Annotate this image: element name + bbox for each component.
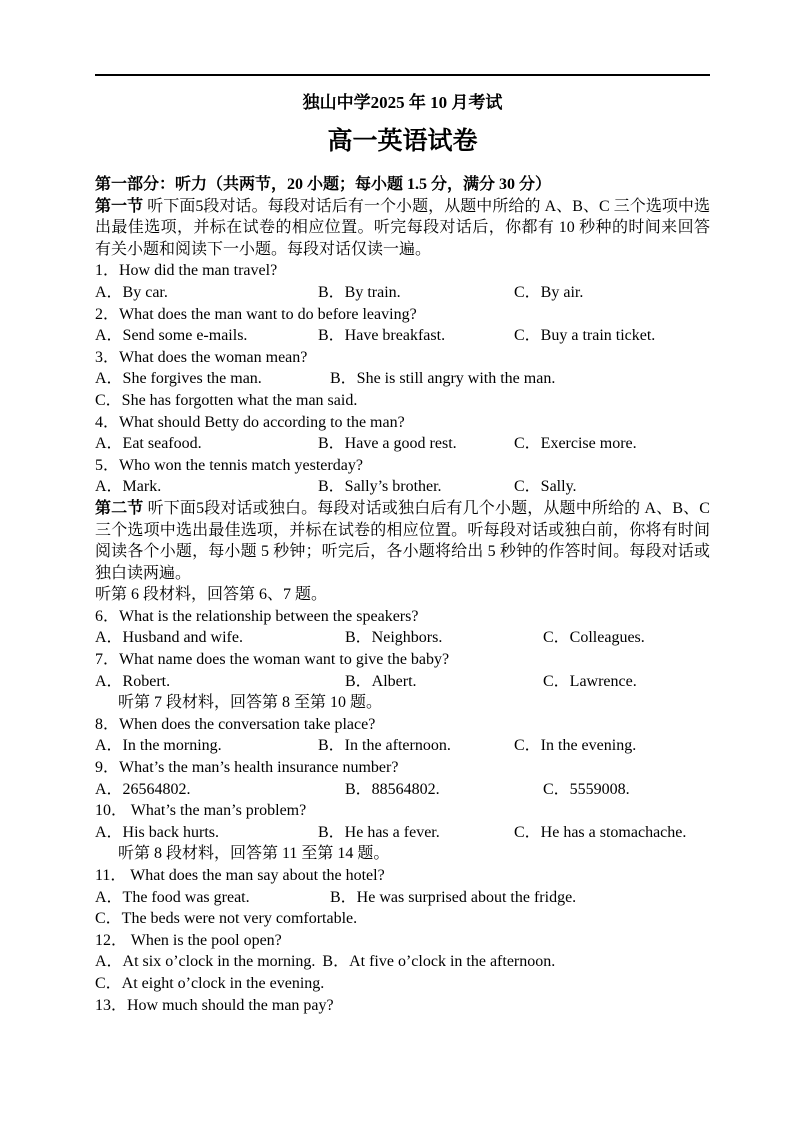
- question-text: 9．What’s the man’s health insurance number?: [95, 759, 399, 777]
- option: C．At eight o’clock in the evening.: [95, 974, 325, 992]
- question-text: 13．How much should the man pay?: [95, 996, 334, 1014]
- option: B．In the afternoon.: [318, 737, 451, 755]
- question-text: 10． What’s the man’s problem?: [95, 802, 307, 820]
- option: B．At five o’clock in the afternoon.: [322, 953, 556, 971]
- option: A．Husband and wife.: [95, 629, 243, 647]
- options-row: [95, 627, 710, 649]
- option: A．She forgives the man.: [95, 370, 262, 388]
- material-cue: 听第 7 段材料，回答第 8 至第 10 题。: [118, 694, 383, 712]
- option: A．The food was great.: [95, 888, 250, 906]
- option: C．Sally.: [514, 478, 577, 496]
- option: A．Mark.: [95, 478, 162, 496]
- option: C．The beds were not very comfortable.: [95, 910, 358, 928]
- options-row: [95, 368, 710, 390]
- option: B．Albert.: [345, 672, 417, 690]
- section-label: 第二节: [95, 499, 148, 517]
- question-text: 1．How did the man travel?: [95, 262, 278, 280]
- section-instructions-text: 听下面5段对话或独白。每段对话或独白后有几个小题，从题中所给的 A、B、C 三个选项中选出最佳选项，并标在试卷的相应位置。听每段对话或独白前，你将有时间阅读各个小题，每小题 5 秒钟；听完后，各小题将给出 5 秒钟的作答时间。每段对话或独白读两遍。: [95, 499, 710, 582]
- question-text: 6．What is the relationship between the speakers?: [95, 607, 419, 625]
- options-row: [95, 822, 710, 844]
- option: B．He has a fever.: [318, 823, 440, 841]
- option: A．Send some e-mails.: [95, 327, 248, 345]
- header-rule: [95, 74, 710, 76]
- options-row: [95, 671, 710, 693]
- option: C．5559008.: [543, 780, 630, 798]
- options-row: [95, 779, 710, 801]
- section-label: 第一节: [95, 197, 148, 215]
- question-text: 2．What does the man want to do before leaving?: [95, 305, 417, 323]
- option: A．Eat seafood.: [95, 435, 202, 453]
- options-row: [95, 908, 710, 930]
- option: A．In the morning.: [95, 737, 222, 755]
- section-instructions: [95, 196, 710, 261]
- options-row: [95, 476, 710, 498]
- option: C．In the evening.: [514, 737, 637, 755]
- option: B．Have a good rest.: [318, 435, 457, 453]
- question-text: 7．What name does the woman want to give the baby?: [95, 651, 450, 669]
- option: A．Robert.: [95, 672, 171, 690]
- option: B．Have breakfast.: [318, 327, 446, 345]
- option: C．She has forgotten what the man said.: [95, 391, 358, 409]
- option: B．Sally’s brother.: [318, 478, 442, 496]
- option: C．Lawrence.: [543, 672, 637, 690]
- question-text: 5．Who won the tennis match yesterday?: [95, 456, 363, 474]
- material-cue: 听第 6 段材料，回答第 6、7 题。: [95, 586, 328, 604]
- options-row: [95, 973, 710, 995]
- option: C．By air.: [514, 283, 584, 301]
- document-body: [95, 196, 710, 1017]
- options-row: [95, 951, 710, 973]
- option: B．He was surprised about the fridge.: [330, 888, 577, 906]
- options-row: [95, 735, 710, 757]
- school-title: 独山中学2025 年 10 月考试: [302, 93, 503, 112]
- option: C．He has a stomachache.: [514, 823, 687, 841]
- option: B．By train.: [318, 283, 401, 301]
- options-row: [95, 390, 710, 412]
- option: B．She is still angry with the man.: [330, 370, 556, 388]
- option: A．His back hurts.: [95, 823, 219, 841]
- section-instructions-text: 听下面5段对话。每段对话后有一个小题，从题中所给的 A、B、C 三个选项中选出最佳选项，并标在试卷的相应位置。听完每段对话后，你都有 10 秒种的时间来回答有关小题和阅读下一小题。每段对话仅读一遍。: [95, 197, 710, 258]
- section-instructions: [95, 498, 710, 584]
- question-text: 4．What should Betty do according to the man?: [95, 413, 405, 431]
- option: C．Buy a train ticket.: [514, 327, 656, 345]
- question-text: 11． What does the man say about the hotel?: [95, 867, 385, 884]
- option: B．88564802.: [345, 780, 440, 798]
- question-text: 3．What does the woman mean?: [95, 348, 308, 366]
- question-text: 12． When is the pool open?: [95, 931, 282, 949]
- part-heading: 第一部分：听力（共两节，20 小题；每小题 1.5 分，满分 30 分）: [95, 176, 552, 193]
- material-cue: 听第 8 段材料，回答第 11 至第 14 题。: [118, 845, 390, 863]
- option: A．26564802.: [95, 780, 191, 798]
- paper-title: 高一英语试卷: [327, 128, 478, 155]
- options-row: [95, 887, 710, 909]
- options-row: [95, 325, 710, 347]
- option: B．Neighbors.: [345, 629, 443, 647]
- options-row: [95, 433, 710, 455]
- options-row: [95, 282, 710, 304]
- option: A．At six o’clock in the morning.: [95, 953, 316, 971]
- option: C．Exercise more.: [514, 435, 637, 453]
- question-text: 8．When does the conversation take place?: [95, 715, 376, 733]
- option: A．By car.: [95, 283, 168, 301]
- option: C．Colleagues.: [543, 629, 645, 647]
